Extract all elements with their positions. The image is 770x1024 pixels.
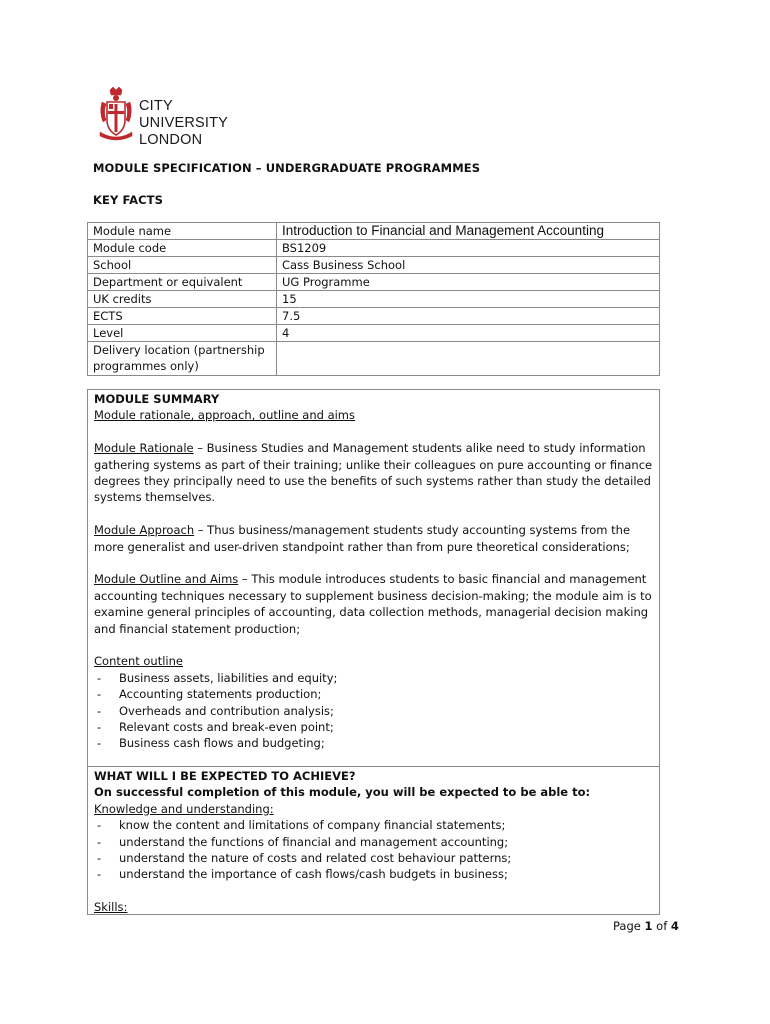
page-number: [613, 919, 679, 933]
rationale-paragraph: [94, 440, 653, 506]
rationale-label: Module Rationale: [94, 441, 194, 456]
list-item: - know the content and limitations of company financial statements;: [94, 817, 653, 833]
list-item: - Business assets, liabilities and equity;: [94, 670, 653, 686]
city-crest-icon: [96, 86, 136, 142]
fact-value: BS1209: [277, 240, 660, 257]
summary-title: MODULE SUMMARY: [94, 392, 220, 406]
fact-value: UG Programme: [277, 274, 660, 291]
summary-subtitle: Module rationale, approach, outline and aims: [94, 408, 356, 423]
list-item: - Overheads and contribution analysis;: [94, 703, 653, 719]
total-pages: 4: [670, 919, 679, 933]
university-name: [139, 98, 256, 149]
module-summary-section: [87, 389, 660, 767]
list-item: - understand the functions of financial and management accounting;: [94, 834, 653, 850]
of-word: of: [652, 919, 671, 933]
outcomes-intro: On successful completion of this module, you will be expected to be able to:: [94, 785, 591, 800]
rationale-text: – Business Studies and Management students alike need to study information gathering systems as part of their training; unlike their colleagues on pure accounting or finance degrees they principally need to use the benefits of such systems rather than study the detailed systems themselves.: [94, 441, 653, 505]
content-outline-list: [94, 670, 653, 752]
list-item: - understand the importance of cash flows/cash budgets in business;: [94, 866, 653, 882]
table-row: [88, 342, 660, 376]
table-row: [88, 223, 660, 240]
table-row: [88, 325, 660, 342]
current-page: 1: [644, 919, 653, 933]
fact-value: Introduction to Financial and Management Accounting: [277, 223, 660, 240]
outline-paragraph: [94, 571, 653, 637]
page-word: Page: [613, 919, 645, 933]
fact-label: Delivery location (partnership programmes only): [88, 342, 277, 376]
fact-label: ECTS: [88, 308, 277, 325]
learning-outcomes-section: [87, 766, 660, 915]
knowledge-label: Knowledge and understanding:: [94, 801, 274, 816]
table-row: [88, 274, 660, 291]
outline-text: – This module introduces students to basic financial and management accounting techniques necessary to supplement business decision-making; the module aim is to examine general principles of accounting, data collection methods, managerial decision making and financial statement production;: [94, 572, 652, 636]
fact-label: Department or equivalent: [88, 274, 277, 291]
content-outline-label: Content outline: [94, 654, 183, 669]
fact-label: School: [88, 257, 277, 274]
key-facts-heading: KEY FACTS: [93, 193, 164, 207]
fact-value: 15: [277, 291, 660, 308]
fact-value: Cass Business School: [277, 257, 660, 274]
list-item: - Relevant costs and break-even point;: [94, 719, 653, 735]
fact-value: 7.5: [277, 308, 660, 325]
fact-value: [277, 342, 660, 376]
list-item: - Business cash flows and budgeting;: [94, 735, 653, 751]
logo-line-1: CITY UNIVERSITY: [139, 98, 229, 131]
table-row: [88, 291, 660, 308]
approach-text: – Thus business/management students study accounting systems from the more generalist and user-driven standpoint rather than from pure theoretical considerations;: [94, 523, 631, 554]
outline-label: Module Outline and Aims: [94, 572, 239, 587]
logo-line-2: LONDON: [139, 132, 203, 148]
fact-label: Module code: [88, 240, 277, 257]
table-row: [88, 308, 660, 325]
table-row: [88, 257, 660, 274]
spec-title: MODULE SPECIFICATION – UNDERGRADUATE PROGRAMMES: [93, 161, 481, 175]
table-row: [88, 240, 660, 257]
key-facts-table: [87, 222, 660, 376]
skills-label: Skills:: [94, 900, 128, 915]
fact-label: Level: [88, 325, 277, 342]
approach-paragraph: [94, 522, 653, 555]
fact-value: 4: [277, 325, 660, 342]
university-logo: [96, 86, 256, 148]
knowledge-list: [94, 817, 653, 883]
fact-label: Module name: [88, 223, 277, 240]
fact-label: UK credits: [88, 291, 277, 308]
outcomes-title: WHAT WILL I BE EXPECTED TO ACHIEVE?: [94, 769, 356, 783]
list-item: - Accounting statements production;: [94, 686, 653, 702]
approach-label: Module Approach: [94, 523, 195, 538]
list-item: - understand the nature of costs and related cost behaviour patterns;: [94, 850, 653, 866]
